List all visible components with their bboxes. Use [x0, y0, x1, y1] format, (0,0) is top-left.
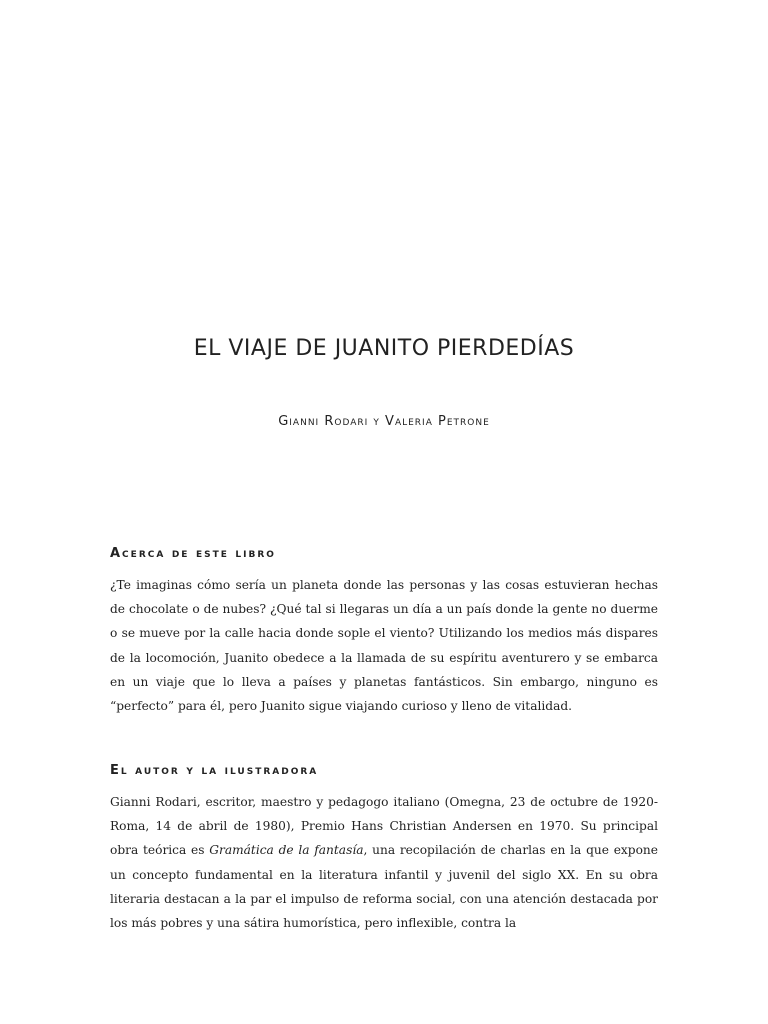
- book-authors: Gianni Rodari y Valeria Petrone: [278, 414, 490, 429]
- section-paragraph: ¿Te imaginas cómo sería un planeta donde las personas y las cosas estuvieran hechas de chocolate o de nubes? ¿Qué tal si llegaras un día a un país donde la gente no duerme o se mueve por la calle hacia donde sople el viento? Utilizando los medios más dispares de la locomoción, Juanito obedece a la llamada de su espíritu aventurero y se embarca en un viaje que lo lleva a países y planetas fantásticos. Sin embargo, ninguno es “perfecto” para él, pero Juanito sigue viajando curioso y lleno de vitalidad.: [110, 578, 658, 714]
- paragraph-text: , una recopilación de charlas en la que expone un concepto fundamental en la literatura infantil y juvenil del siglo XX. En su obra literaria destacan a la par el impulso de reforma social, con una atención destacada por los más pobres y una sátira humorística, pero inflexible, contra la: [110, 843, 658, 931]
- section-about-book: [110, 546, 658, 718]
- book-title: EL VIAJE DE JUANITO PIERDEDÍAS: [193, 336, 575, 361]
- section-paragraph: [110, 790, 658, 935]
- paragraph-text: Gianni Rodari, escritor, maestro y pedagogo italiano (Omegna, 23 de octubre de 1920- Roma, 14 de abril de 1980), Premio Hans Christian Andersen en 1970. Su principal obra teórica es: [110, 795, 658, 858]
- section-author-illustrator: [110, 763, 658, 935]
- section-heading: Acerca de este libro: [110, 546, 276, 561]
- book-reference-italic: Gramática de la fantasía: [209, 843, 364, 858]
- section-heading: El autor y la ilustradora: [110, 763, 319, 778]
